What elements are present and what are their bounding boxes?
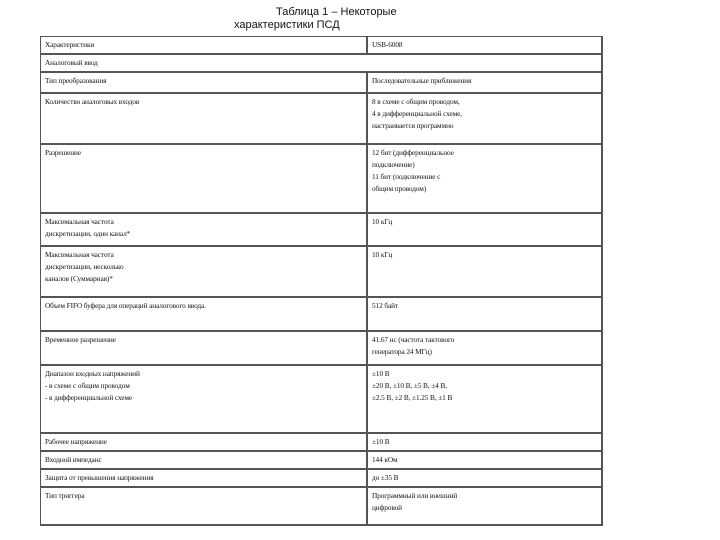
row-value: ±10 В [367, 433, 602, 451]
table-row [41, 331, 603, 365]
row-label: Диапазон входных напряжений - в схеме с общим проводом - в дифференциальной схеме [41, 365, 368, 433]
row-label: Объем FIFO буфера для операций аналогового ввода. [41, 297, 368, 331]
row-label: Временное разрешение [41, 331, 368, 365]
table-row [41, 365, 603, 433]
table-row [41, 246, 603, 297]
row-value: Программный или внешний цифровой [367, 487, 602, 525]
header-row [41, 37, 603, 55]
row-label: Максимальная частота дискретизации, несколько каналов (Суммарная)* [41, 246, 368, 297]
caption-line-1: Таблица 1 – Некоторые [276, 6, 397, 18]
section-label: Аналоговый ввод [41, 54, 603, 72]
table-row [41, 433, 603, 451]
row-label: Максимальная частота дискретизации, один канал* [41, 213, 368, 246]
row-label: Рабочее напряжение [41, 433, 368, 451]
row-value: ±10 В ±20 В, ±10 В, ±5 В, ±4 В, ±2.5 В, ±2 В, ±1.25 В, ±1 В [367, 365, 602, 433]
caption-line-2: характеристики ПСД [234, 19, 340, 31]
row-value: 41.67 нс (частота тактового генератора 24 МГц) [367, 331, 602, 365]
table-row [41, 93, 603, 144]
row-label: Тип преобразования [41, 72, 368, 93]
table-row [41, 144, 603, 213]
table-row [41, 451, 603, 469]
specs-table [40, 36, 603, 526]
row-value: 512 байт [367, 297, 602, 331]
header-label: Характеристики [41, 37, 368, 55]
table-row [41, 487, 603, 525]
row-value: 144 кОм [367, 451, 602, 469]
section-row [41, 54, 603, 72]
row-value: 10 кГц [367, 213, 602, 246]
row-value: Последовательные приближения [367, 72, 602, 93]
row-label: Входной импеданс [41, 451, 368, 469]
row-value: 8 в схеме с общим проводом, 4 в дифференциальной схеме, настраивается программно [367, 93, 602, 144]
table-row [41, 72, 603, 93]
row-label: Разрешение [41, 144, 368, 213]
row-value: 10 кГц [367, 246, 602, 297]
row-value: 12 бит (дифференциальное подключение) 11 бит (подключение с общим проводом) [367, 144, 602, 213]
header-value: USB-6008 [367, 37, 602, 55]
row-label: Количество аналоговых входов [41, 93, 368, 144]
row-label: Тип триггера [41, 487, 368, 525]
row-value: до ±35 В [367, 469, 602, 487]
table-row [41, 213, 603, 246]
table-row [41, 297, 603, 331]
row-label: Защита от превышения напряжения [41, 469, 368, 487]
table-row [41, 469, 603, 487]
